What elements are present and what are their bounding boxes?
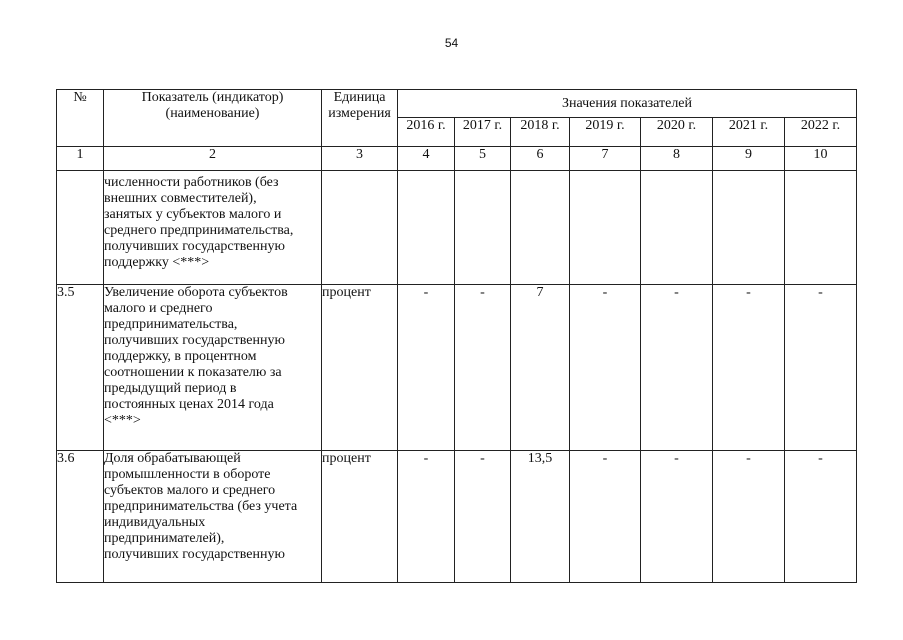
row-number: 3.6 [57, 451, 104, 583]
value-cell: - [641, 451, 713, 583]
header-number: № [57, 90, 104, 147]
indicator-name-line: промышленности в обороте [104, 467, 271, 482]
header-unit [322, 90, 398, 147]
header-year-2022: 2022 г. [785, 118, 857, 147]
indicator-name-line: внешних совместителей), [104, 191, 257, 206]
row-number: 3.5 [57, 285, 104, 451]
column-number: 2 [104, 147, 322, 171]
indicator-name-line: соотношении к показателю за [104, 365, 282, 380]
row-number [57, 171, 104, 285]
value-cell: - [398, 451, 455, 583]
value-cell: - [785, 285, 857, 451]
column-number: 3 [322, 147, 398, 171]
indicator-name-line: <***> [104, 413, 141, 428]
value-cell [511, 171, 570, 285]
header-unit-line-2: измерения [328, 106, 391, 121]
value-cell: - [455, 285, 511, 451]
value-cell: 7 [511, 285, 570, 451]
indicator-name-line: предпринимателей), [104, 531, 225, 546]
indicator-name-line: получивших государственную [104, 547, 285, 562]
column-number: 5 [455, 147, 511, 171]
table-row [57, 451, 857, 583]
indicator-name-line: малого и среднего [104, 301, 213, 316]
header-unit-line-1: Единица [333, 90, 386, 105]
indicator-name-line: среднего предпринимательства, [104, 223, 294, 238]
indicator-name-line: предпринимательства (без учета [104, 499, 298, 514]
indicators-table [56, 89, 857, 583]
indicator-name-line: получивших государственную [104, 333, 285, 348]
value-cell: - [713, 285, 785, 451]
header-indicator-line-1: Показатель (индикатор) [141, 90, 284, 105]
value-cell [785, 171, 857, 285]
header-year-2020: 2020 г. [641, 118, 713, 147]
value-cell [455, 171, 511, 285]
indicator-name-line: поддержку, в процентном [104, 349, 257, 364]
header-year-2018: 2018 г. [511, 118, 570, 147]
value-cell [570, 171, 641, 285]
column-number: 7 [570, 147, 641, 171]
page-number: 54 [444, 36, 459, 50]
column-number: 1 [57, 147, 104, 171]
unit-cell [322, 171, 398, 285]
value-cell: - [398, 285, 455, 451]
column-number: 4 [398, 147, 455, 171]
value-cell: - [570, 285, 641, 451]
table-row [57, 285, 857, 451]
value-cell: 13,5 [511, 451, 570, 583]
value-cell: - [713, 451, 785, 583]
column-number: 10 [785, 147, 857, 171]
indicator-name-line: поддержку <***> [104, 255, 210, 270]
value-cell: - [570, 451, 641, 583]
header-values: Значения показателей [398, 90, 857, 118]
indicator-name-line: получивших государственную [104, 239, 285, 254]
column-number: 8 [641, 147, 713, 171]
header-year-2016: 2016 г. [398, 118, 455, 147]
indicator-name-line: численности работников (без [104, 175, 279, 190]
value-cell: - [785, 451, 857, 583]
header-year-2021: 2021 г. [713, 118, 785, 147]
column-number: 9 [713, 147, 785, 171]
value-cell: - [641, 285, 713, 451]
indicator-name-line: предыдущий период в [104, 381, 237, 396]
indicator-name-line: занятых у субъектов малого и [104, 207, 282, 222]
value-cell [713, 171, 785, 285]
table-row [57, 171, 857, 285]
indicator-name-line: Увеличение оборота субъектов [104, 285, 288, 300]
indicator-name-line: постоянных ценах 2014 года [104, 397, 274, 412]
indicator-name-line: Доля обрабатывающей [104, 451, 241, 466]
unit-cell: процент [322, 451, 398, 583]
column-number: 6 [511, 147, 570, 171]
column-number-row [57, 147, 857, 171]
indicator-name [104, 451, 322, 583]
value-cell [641, 171, 713, 285]
header-year-2019: 2019 г. [570, 118, 641, 147]
unit-cell: процент [322, 285, 398, 451]
header-indicator-name [104, 90, 322, 147]
indicator-name-line: индивидуальных [104, 515, 206, 530]
header-year-2017: 2017 г. [455, 118, 511, 147]
header-indicator-line-2: (наименование) [165, 106, 260, 121]
value-cell [398, 171, 455, 285]
indicator-name-line: предпринимательства, [104, 317, 238, 332]
indicator-name [104, 171, 322, 285]
indicator-name [104, 285, 322, 451]
value-cell: - [455, 451, 511, 583]
indicator-name-line: субъектов малого и среднего [104, 483, 276, 498]
